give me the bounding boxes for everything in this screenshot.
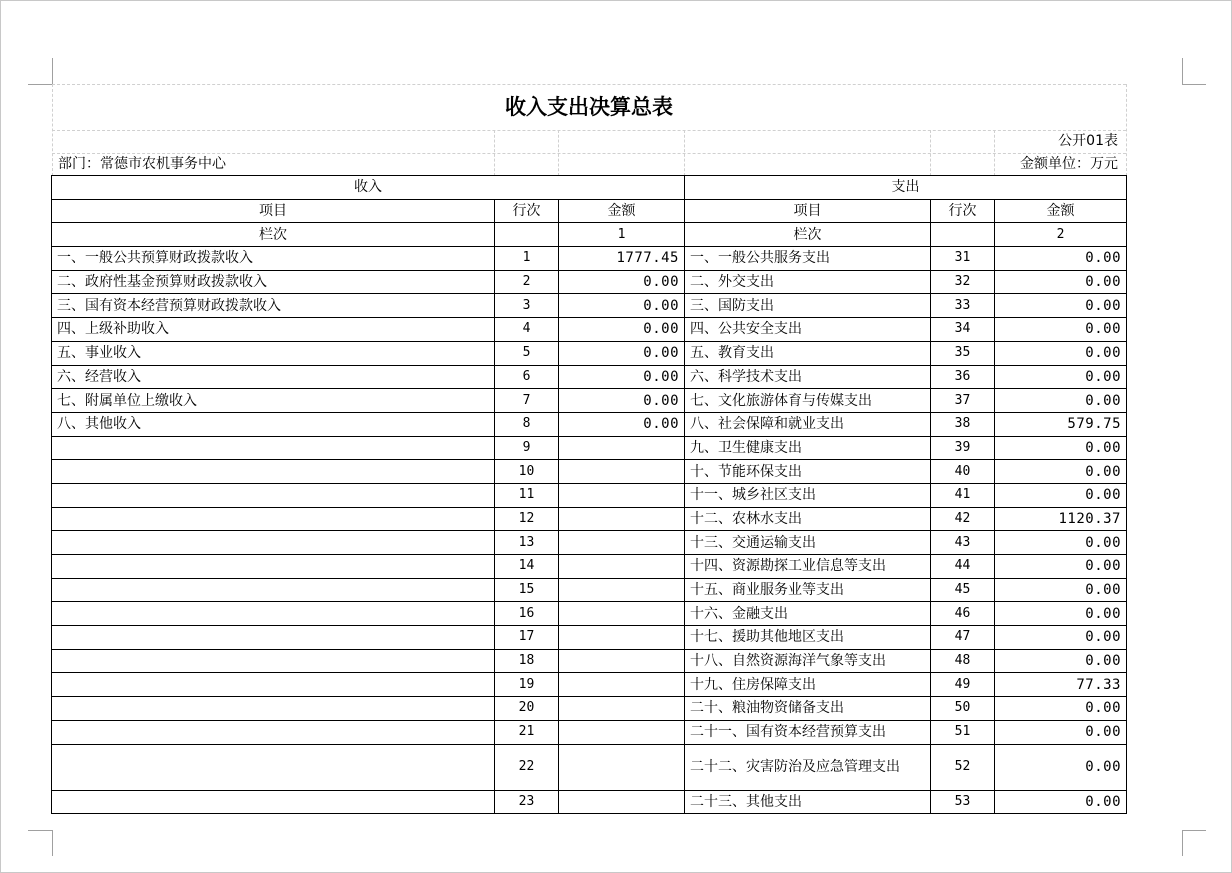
income-amount [559,744,685,790]
table-row [52,697,1127,721]
expense-item: 二、外交支出 [685,270,931,294]
income-amount [559,436,685,460]
income-amount [559,790,685,814]
table-row [52,389,1127,413]
income-row-number: 19 [495,673,559,697]
expense-amount: 579.75 [995,412,1127,436]
income-item [52,507,495,531]
expense-amount: 0.00 [995,483,1127,507]
income-item [52,555,495,579]
expense-column-number: 2 [995,223,1127,247]
table-row [52,626,1127,650]
table-row [52,412,1127,436]
income-amount-header: 金额 [559,199,685,223]
table-row [52,341,1127,365]
income-amount [559,626,685,650]
income-item [52,673,495,697]
income-amount: 0.00 [559,389,685,413]
expense-row-number: 51 [931,720,995,744]
income-rowno-header: 行次 [495,199,559,223]
expense-amount: 0.00 [995,602,1127,626]
income-row-number: 13 [495,531,559,555]
expense-amount: 0.00 [995,697,1127,721]
income-item [52,531,495,555]
income-amount [559,531,685,555]
column-number-row [52,223,1127,247]
expense-amount: 0.00 [995,436,1127,460]
income-row-number: 22 [495,744,559,790]
expense-amount: 0.00 [995,365,1127,389]
expense-row-number: 31 [931,247,995,271]
table-row [52,720,1127,744]
income-amount [559,649,685,673]
table-row [52,483,1127,507]
income-item: 七、附属单位上缴收入 [52,389,495,413]
expense-item: 十四、资源勘探工业信息等支出 [685,555,931,579]
income-row-number: 14 [495,555,559,579]
income-row-number: 16 [495,602,559,626]
section-header-row [52,176,1127,200]
expense-amount: 1120.37 [995,507,1127,531]
unit-label: 金额单位：万元 [1020,156,1118,172]
table-row [52,602,1127,626]
expense-item: 九、卫生健康支出 [685,436,931,460]
page-title: 收入支出决算总表 [505,94,673,119]
income-amount [559,720,685,744]
income-amount [559,460,685,484]
crop-mark [52,58,53,84]
expense-amount: 0.00 [995,389,1127,413]
income-row-number: 3 [495,294,559,318]
income-amount [559,578,685,602]
expense-item: 十九、住房保障支出 [685,673,931,697]
column-header-row [52,199,1127,223]
table-row [52,318,1127,342]
crop-mark [1182,830,1206,831]
income-column-number: 1 [559,223,685,247]
income-row-number: 11 [495,483,559,507]
income-amount [559,555,685,579]
expense-row-number: 35 [931,341,995,365]
expense-column-label: 栏次 [685,223,931,247]
table-row [52,744,1127,790]
income-header: 收入 [52,176,685,200]
income-item [52,602,495,626]
income-item [52,649,495,673]
table-row [52,436,1127,460]
income-item [52,578,495,602]
expense-amount: 0.00 [995,626,1127,650]
expense-row-number: 34 [931,318,995,342]
income-item [52,460,495,484]
expense-item: 三、国防支出 [685,294,931,318]
expense-item: 二十三、其他支出 [685,790,931,814]
income-item: 五、事业收入 [52,341,495,365]
income-row-number: 5 [495,341,559,365]
expense-row-number: 47 [931,626,995,650]
crop-mark [1182,84,1206,85]
expense-item: 二十一、国有资本经营预算支出 [685,720,931,744]
expense-item: 二十二、灾害防治及应急管理支出 [685,744,931,790]
expense-item: 十一、城乡社区支出 [685,483,931,507]
empty-cell [931,223,995,247]
income-row-number: 4 [495,318,559,342]
income-item-header: 项目 [52,199,495,223]
expense-item: 十二、农林水支出 [685,507,931,531]
income-amount: 0.00 [559,341,685,365]
income-row-number: 18 [495,649,559,673]
table-row [52,365,1127,389]
expense-row-number: 42 [931,507,995,531]
expense-row-number: 52 [931,744,995,790]
expense-row-number: 44 [931,555,995,579]
table-row [52,294,1127,318]
expense-row-number: 37 [931,389,995,413]
income-item [52,744,495,790]
expense-item: 一、一般公共服务支出 [685,247,931,271]
table-row [52,790,1127,814]
income-row-number: 1 [495,247,559,271]
income-amount: 0.00 [559,270,685,294]
table-row [52,507,1127,531]
expense-row-number: 46 [931,602,995,626]
income-item [52,436,495,460]
expense-amount: 0.00 [995,531,1127,555]
income-row-number: 7 [495,389,559,413]
table-row [52,270,1127,294]
expense-row-number: 36 [931,365,995,389]
expense-row-number: 40 [931,460,995,484]
empty-cell [495,223,559,247]
expense-item: 八、社会保障和就业支出 [685,412,931,436]
income-row-number: 12 [495,507,559,531]
income-item [52,720,495,744]
crop-mark [28,830,52,831]
income-row-number: 10 [495,460,559,484]
income-item: 八、其他收入 [52,412,495,436]
income-column-label: 栏次 [52,223,495,247]
income-row-number: 15 [495,578,559,602]
expense-amount: 0.00 [995,720,1127,744]
income-amount [559,673,685,697]
department-label: 部门：常德市农机事务中心 [58,156,226,172]
income-row-number: 20 [495,697,559,721]
expense-amount: 0.00 [995,744,1127,790]
income-item: 三、国有资本经营预算财政拨款收入 [52,294,495,318]
expense-amount: 0.00 [995,649,1127,673]
expense-row-number: 49 [931,673,995,697]
expense-row-number: 33 [931,294,995,318]
income-amount: 1777.45 [559,247,685,271]
income-row-number: 8 [495,412,559,436]
table-row [52,649,1127,673]
expense-amount: 0.00 [995,270,1127,294]
income-item [52,626,495,650]
expense-rowno-header: 行次 [931,199,995,223]
expense-amount: 0.00 [995,555,1127,579]
expense-item-header: 项目 [685,199,931,223]
income-item [52,790,495,814]
expense-amount: 0.00 [995,578,1127,602]
income-expense-table [51,175,1127,814]
form-number: 公开01表 [1058,133,1118,149]
expense-row-number: 41 [931,483,995,507]
expense-item: 十七、援助其他地区支出 [685,626,931,650]
income-amount [559,507,685,531]
expense-item: 十五、商业服务业等支出 [685,578,931,602]
table-row [52,673,1127,697]
table-row [52,555,1127,579]
income-item: 四、上级补助收入 [52,318,495,342]
income-row-number: 21 [495,720,559,744]
expense-item: 五、教育支出 [685,341,931,365]
income-amount [559,483,685,507]
income-row-number: 9 [495,436,559,460]
expense-item: 六、科学技术支出 [685,365,931,389]
expense-amount: 0.00 [995,790,1127,814]
expense-row-number: 39 [931,436,995,460]
income-item: 六、经营收入 [52,365,495,389]
income-item [52,483,495,507]
expense-amount: 0.00 [995,247,1127,271]
table-row [52,247,1127,271]
expense-amount: 0.00 [995,318,1127,342]
expense-item: 十八、自然资源海洋气象等支出 [685,649,931,673]
income-amount: 0.00 [559,318,685,342]
sheet-header [52,84,1126,176]
table-row [52,578,1127,602]
crop-mark [28,84,52,85]
income-amount [559,602,685,626]
expense-item: 十、节能环保支出 [685,460,931,484]
expense-header: 支出 [685,176,1127,200]
expense-item: 七、文化旅游体育与传媒支出 [685,389,931,413]
income-amount: 0.00 [559,294,685,318]
expense-row-number: 32 [931,270,995,294]
income-amount: 0.00 [559,412,685,436]
expense-amount: 0.00 [995,460,1127,484]
table-row [52,531,1127,555]
crop-mark [1182,58,1183,84]
income-row-number: 23 [495,790,559,814]
expense-row-number: 43 [931,531,995,555]
income-item [52,697,495,721]
expense-item: 二十、粮油物资储备支出 [685,697,931,721]
expense-row-number: 50 [931,697,995,721]
income-row-number: 2 [495,270,559,294]
income-amount [559,697,685,721]
expense-row-number: 38 [931,412,995,436]
expense-amount-header: 金额 [995,199,1127,223]
income-item: 一、一般公共预算财政拨款收入 [52,247,495,271]
expense-amount: 77.33 [995,673,1127,697]
crop-mark [1182,830,1183,856]
expense-row-number: 53 [931,790,995,814]
income-amount: 0.00 [559,365,685,389]
expense-item: 十三、交通运输支出 [685,531,931,555]
crop-mark [52,830,53,856]
expense-item: 十六、金融支出 [685,602,931,626]
income-row-number: 6 [495,365,559,389]
expense-item: 四、公共安全支出 [685,318,931,342]
table-row [52,460,1127,484]
income-item: 二、政府性基金预算财政拨款收入 [52,270,495,294]
expense-row-number: 48 [931,649,995,673]
expense-row-number: 45 [931,578,995,602]
expense-amount: 0.00 [995,341,1127,365]
income-row-number: 17 [495,626,559,650]
expense-amount: 0.00 [995,294,1127,318]
